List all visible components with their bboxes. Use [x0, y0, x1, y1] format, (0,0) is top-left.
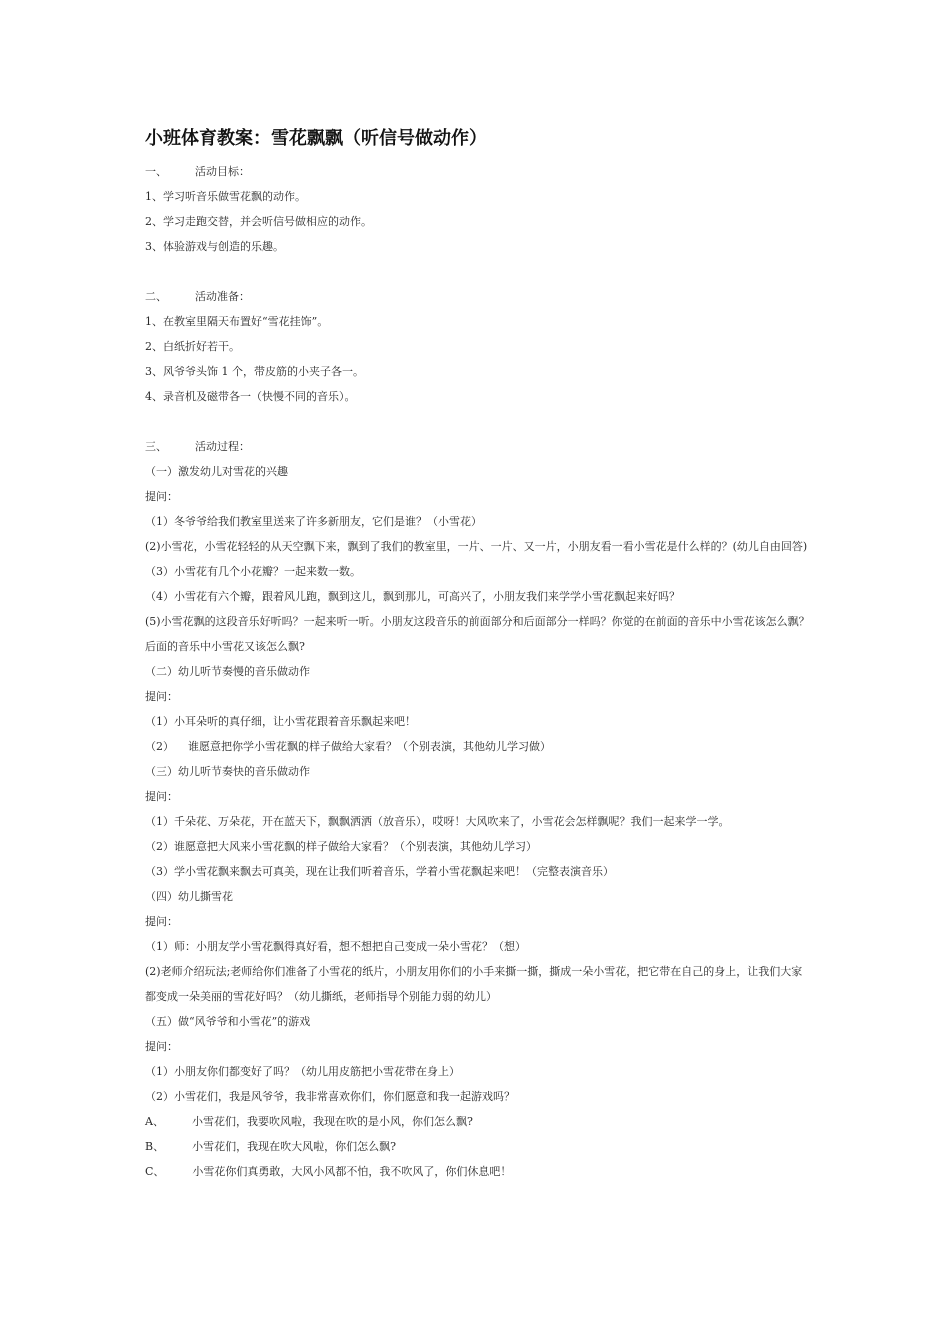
text-line: [145, 539, 807, 555]
text-line: [145, 439, 250, 455]
line-text: 活动过程：: [195, 440, 250, 453]
text-line: [145, 1114, 473, 1130]
text-line: [145, 739, 551, 755]
line-number: 二、: [145, 290, 167, 303]
text-line: [145, 214, 372, 230]
line-text: (5)小雪花飘的这段音乐好听吗？一起来听一听。小朋友这段音乐的前面部分和后面部分一样吗？你觉的在前面的音乐中小雪花该怎么飘？: [145, 615, 810, 628]
text-line: [145, 989, 497, 1005]
line-text: （2）小雪花们，我是风爷爷，我非常喜欢你们，你们愿意和我一起游戏吗？: [145, 1090, 515, 1103]
line-text: 3、体验游戏与创造的乐趣。: [145, 240, 284, 253]
text-line: [145, 639, 305, 655]
line-text: （五）做“风爷爷和小雪花”的游戏: [145, 1015, 311, 1028]
text-line: [145, 589, 680, 605]
text-line: [145, 389, 356, 405]
line-text: (2)小雪花，小雪花轻轻的从天空飘下来，飘到了我们的教室里，一片、一片、又一片，小朋友看一看小雪花是什么样的？(幼儿自由回答): [145, 540, 808, 553]
text-line: [145, 764, 310, 780]
text-line: [145, 1039, 178, 1055]
line-text: 2、学习走跑交替，并会听信号做相应的动作。: [145, 215, 372, 228]
line-text: 提问：: [145, 1040, 178, 1053]
text-line: [145, 664, 310, 680]
text-line: [145, 164, 250, 180]
line-text: 1、在教室里隔天布置好“雪花挂饰”。: [145, 315, 329, 328]
line-text: （1）冬爷爷给我们教室里送来了许多新朋友，它们是谁？（小雪花）: [145, 515, 482, 528]
line-text: （1）千朵花、万朵花，开在蓝天下，飘飘洒洒（放音乐），哎呀！大风吹来了，小雪花会怎样飘呢？我们一起来学一学。: [145, 815, 730, 828]
text-line: [145, 1139, 396, 1155]
line-number: A、: [145, 1115, 164, 1128]
document-title: 小班体育教案：雪花飘飘（听信号做动作）: [145, 128, 487, 149]
text-line: [145, 839, 537, 855]
text-line: [145, 614, 810, 630]
line-text: 小雪花你们真勇敢，大风小风都不怕，我不吹风了，你们休息吧！: [192, 1165, 512, 1178]
line-text: 后面的音乐中小雪花又该怎么飘?: [145, 640, 305, 653]
line-text: （2）谁愿意把大风来小雪花飘的样子做给大家看？（个别表演，其他幼儿学习）: [145, 840, 537, 853]
text-line: [145, 1089, 515, 1105]
line-text: 小雪花们，我现在吹大风啦，你们怎么飘?: [192, 1140, 396, 1153]
text-line: [145, 1164, 511, 1180]
text-line: [145, 289, 250, 305]
line-text: 提问：: [145, 790, 178, 803]
line-text: 提问：: [145, 915, 178, 928]
text-line: [145, 889, 233, 905]
line-number: C、: [145, 1165, 165, 1178]
text-line: [145, 189, 306, 205]
line-text: 提问：: [145, 490, 178, 503]
text-line: [145, 339, 240, 355]
text-line: [145, 714, 416, 730]
text-line: [145, 789, 178, 805]
line-text: （一）激发幼儿对雪花的兴趣: [145, 465, 288, 478]
line-number: B、: [145, 1140, 165, 1153]
line-text: 1、学习听音乐做雪花飘的动作。: [145, 190, 306, 203]
line-text: 都变成一朵美丽的雪花好吗？（幼儿撕纸，老师指导个别能力弱的幼儿）: [145, 990, 497, 1003]
line-text: 3、风爷爷头饰 1 个，带皮筋的小夹子各一。: [145, 365, 364, 378]
line-text: （1）师：小朋友学小雪花飘得真好看，想不想把自己变成一朵小雪花？（想）: [145, 940, 526, 953]
text-line: [145, 1014, 310, 1030]
text-line: [145, 864, 614, 880]
line-text: 2、白纸折好若干。: [145, 340, 240, 353]
text-line: [145, 239, 284, 255]
line-number: （2）: [145, 740, 174, 753]
line-text: 谁愿意把你学小雪花飘的样子做给大家看？（个别表演，其他幼儿学习做）: [188, 740, 551, 753]
line-text: 4、录音机及磁带各一（快慢不同的音乐）。: [145, 390, 356, 403]
line-text: 小雪花们，我要吹风啦，我现在吹的是小风，你们怎么飘?: [191, 1115, 473, 1128]
line-text: （4）小雪花有六个瓣，跟着风儿跑，飘到这儿，飘到那儿，可高兴了，小朋友我们来学学小雪花飘起来好吗？: [145, 590, 680, 603]
line-text: （3）学小雪花飘来飘去可真美，现在让我们听着音乐，学着小雪花飘起来吧！（完整表演音乐）: [145, 865, 614, 878]
line-text: （二）幼儿听节奏慢的音乐做动作: [145, 665, 310, 678]
text-line: [145, 814, 730, 830]
text-line: [145, 564, 361, 580]
text-line: [145, 964, 802, 980]
line-number: 三、: [145, 440, 167, 453]
line-text: （1）小朋友你们都变好了吗？（幼儿用皮筋把小雪花带在身上）: [145, 1065, 460, 1078]
text-line: [145, 314, 328, 330]
text-line: [145, 939, 526, 955]
line-text: （3）小雪花有几个小花瓣？一起来数一数。: [145, 565, 361, 578]
text-line: [145, 1064, 460, 1080]
line-text: （1）小耳朵听的真仔细，让小雪花跟着音乐飘起来吧！: [145, 715, 416, 728]
text-line: [145, 489, 178, 505]
line-text: （四）幼儿撕雪花: [145, 890, 233, 903]
line-text: 活动目标：: [195, 165, 250, 178]
text-line: [145, 914, 178, 930]
line-text: 活动准备：: [195, 290, 250, 303]
line-number: 一、: [145, 165, 167, 178]
line-text: (2)老师介绍玩法;老师给你们准备了小雪花的纸片，小朋友用你们的小手来撕一撕，撕成一朵小雪花，把它带在自己的身上，让我们大家: [145, 965, 803, 978]
text-line: [145, 364, 364, 380]
text-line: [145, 464, 288, 480]
text-line: [145, 514, 482, 530]
line-text: （三）幼儿听节奏快的音乐做动作: [145, 765, 310, 778]
line-text: 提问：: [145, 690, 178, 703]
text-line: [145, 689, 178, 705]
